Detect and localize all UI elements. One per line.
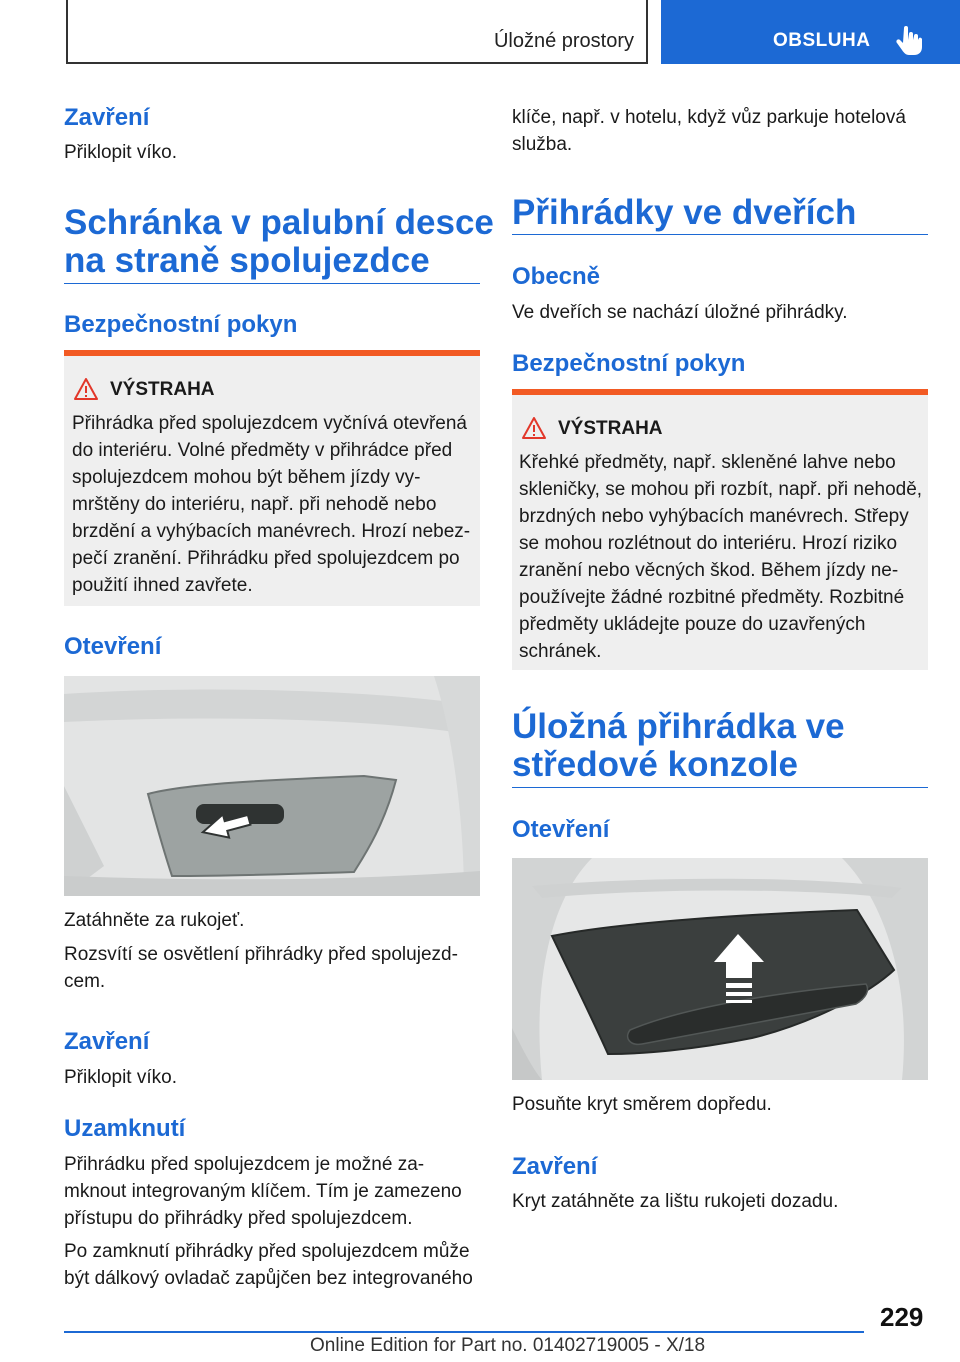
chapter-rule <box>64 283 480 284</box>
warning-text-right-2: skleničky, se mohou při rozbít, např. při nehodě, <box>519 479 923 500</box>
header-section-title: Úložné prostory <box>493 30 634 52</box>
heading-otevreni-left: Otevření <box>64 633 162 660</box>
chapter-title-console-line-2: středové konzole <box>512 745 798 784</box>
warning-label-right: VÝSTRAHA <box>558 418 663 439</box>
text-uzamknuti-4: Po zamknutí přihrádky před spolujezdcem může <box>64 1241 470 1262</box>
heading-bezpecnostni-pokyn-left: Bezpečnostní pokyn <box>64 311 298 338</box>
heading-zavreni-right: Zavření <box>512 1153 598 1180</box>
chapter-title-line-1: Schránka v palubní desce <box>64 203 494 242</box>
text-uzamknuti-2: mknout integrovaným klíčem. Tím je zamezeno <box>64 1181 462 1202</box>
warning-text-left-3: spolujezdcem mohou být během jízdy vy- <box>72 467 421 488</box>
footer-rule <box>64 1331 864 1333</box>
heading-obecne: Obecně <box>512 263 601 290</box>
chapter-title-line-2: na straně spolujezdce <box>64 241 430 280</box>
text-obecne: Ve dveřích se nachází úložné přihrádky. <box>512 302 848 323</box>
warning-text-left-5: brzdění a vyhýbacích manévrech. Hrozí nebez- <box>72 521 471 542</box>
heading-uzamknuti: Uzamknutí <box>64 1115 186 1142</box>
warning-text-right-6: používejte žádné rozbitné předměty. Rozbitné <box>519 587 905 608</box>
warning-text-left-1: Přihrádka před spolujezdcem vyčnívá otevřená <box>72 413 467 434</box>
warning-triangle-icon <box>521 416 547 440</box>
text-uzamknuti-1: Přihrádku před spolujezdcem je možné za- <box>64 1154 425 1175</box>
warning-text-right-3: brzdných nebo vyhýbacích manévrech. Střepy <box>519 506 909 527</box>
heading-zavreni-2: Zavření <box>64 1028 150 1055</box>
hand-pointer-icon <box>895 26 923 56</box>
text-zataknete: Zatáhněte za rukojeť. <box>64 910 245 931</box>
text-posunte: Posuňte kryt směrem dopředu. <box>512 1094 772 1115</box>
warning-text-right-1: Křehké předměty, např. skleněné lahve nebo <box>519 452 896 473</box>
text-continuation-1: klíče, např. v hotelu, když vůz parkuje hotelová <box>512 107 906 128</box>
chapter-title-doors: Přihrádky ve dveřích <box>512 193 857 232</box>
heading-zavreni-1: Zavření <box>64 104 150 131</box>
warning-text-right-7: předměty ukládejte pouze do uzavřených <box>519 614 866 635</box>
warning-text-right-8: schránek. <box>519 641 602 662</box>
warning-text-right-5: zranění nebo věcných škod. Během jízdy ne- <box>519 560 899 581</box>
heading-otevreni-right: Otevření <box>512 816 610 843</box>
chapter-rule-console <box>512 787 928 788</box>
warning-text-right-4: se mohou rozlétnout do interiéru. Hrozí riziko <box>519 533 898 554</box>
footer-edition: Online Edition for Part no. 01402719005 - X/18 <box>310 1335 706 1356</box>
warning-text-left-4: mrštěny do interiéru, např. při nehodě nebo <box>72 494 437 515</box>
text-uzamknuti-3: přístupu do přihrádky před spolujezdcem. <box>64 1208 413 1229</box>
warning-text-left-7: použití ihned zavřete. <box>72 575 253 596</box>
page-number: 229 <box>880 1302 924 1332</box>
warning-text-left-6: pečí zranění. Přihrádku před spolujezdcem po <box>72 548 460 569</box>
warning-triangle-icon <box>73 377 99 401</box>
text-uzamknuti-5: být dálkový ovladač zapůjčen bez integrovaného <box>64 1268 473 1289</box>
text-priklopit-1: Přiklopit víko. <box>64 142 177 163</box>
header-tab-label[interactable]: OBSLUHA <box>773 30 871 51</box>
text-kryt-zatahnete: Kryt zatáhněte za lištu rukojeti dozadu. <box>512 1191 839 1212</box>
chapter-rule-doors <box>512 234 928 235</box>
text-continuation-2: služba. <box>512 134 573 155</box>
text-rozsviti-1: Rozsvítí se osvětlení přihrádky před spolujezd- <box>64 944 458 965</box>
warning-label-left: VÝSTRAHA <box>110 379 215 400</box>
heading-bezpecnostni-pokyn-right: Bezpečnostní pokyn <box>512 350 746 377</box>
console-illustration <box>512 858 928 1080</box>
glovebox-illustration <box>64 676 480 896</box>
text-priklopit-2: Přiklopit víko. <box>64 1067 177 1088</box>
text-rozsviti-2: cem. <box>64 971 106 992</box>
warning-text-left-2: do interiéru. Volné předměty v přihrádce před <box>72 440 453 461</box>
chapter-title-console-line-1: Úložná přihrádka ve <box>512 707 845 746</box>
